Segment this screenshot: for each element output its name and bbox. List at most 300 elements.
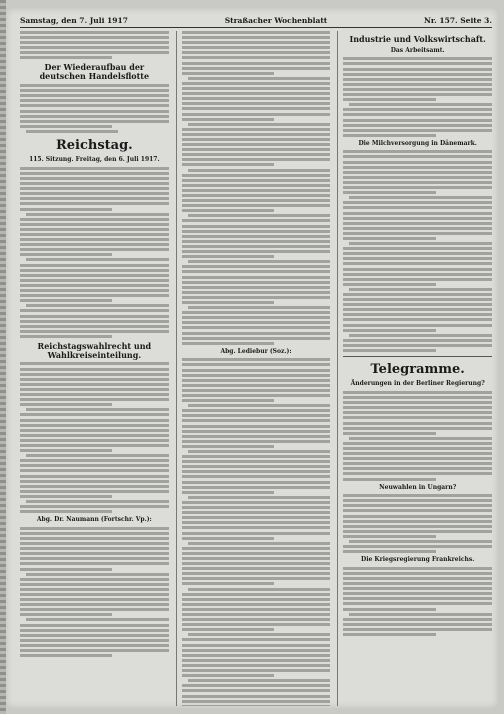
- text-line: [343, 550, 435, 553]
- text-line: [182, 296, 331, 299]
- text-line: [343, 108, 492, 111]
- text-line: [182, 572, 331, 575]
- text-line: [20, 490, 169, 493]
- text-line: [182, 265, 331, 268]
- text-line: [182, 67, 331, 70]
- text-line: [20, 608, 169, 611]
- text-line: [343, 303, 492, 306]
- text-line: [343, 129, 492, 132]
- text-line: [343, 206, 492, 209]
- text-line: [26, 500, 169, 503]
- text-line: [182, 593, 331, 596]
- text-line: [188, 77, 331, 80]
- text-line: [20, 419, 169, 422]
- text-line: [20, 120, 169, 123]
- text-line: [26, 618, 169, 621]
- text-line: [343, 318, 492, 321]
- text-line: [343, 457, 492, 460]
- text-line: [343, 478, 435, 481]
- text-line: [20, 464, 169, 467]
- col1-intro-text: [20, 31, 169, 59]
- text-line: [182, 36, 331, 39]
- text-line: [182, 475, 331, 478]
- text-line: [343, 515, 492, 518]
- text-line: [182, 618, 331, 621]
- text-line: [182, 684, 331, 687]
- text-line: [343, 602, 492, 605]
- text-line: [343, 597, 492, 600]
- col3-heading-industrie: Industrie und Volkswirtschaft.: [349, 34, 486, 44]
- col3-heading-arbeitsamt: Das Arbeitsamt.: [390, 46, 445, 54]
- text-line: [182, 286, 331, 289]
- column-2: [176, 31, 331, 706]
- text-line: [182, 445, 274, 448]
- text-line: [182, 537, 274, 540]
- text-line: [343, 416, 492, 419]
- text-line: [343, 582, 492, 585]
- text-line: [20, 36, 169, 39]
- text-line: [20, 269, 169, 272]
- header-date: Samstag, den 7. Juli 1917: [20, 15, 128, 25]
- text-line: [20, 208, 112, 211]
- text-line: [20, 110, 169, 113]
- text-line: [343, 273, 492, 276]
- text-line: [20, 383, 169, 386]
- text-line: [182, 664, 331, 667]
- text-line: [26, 258, 169, 261]
- text-line: [349, 334, 492, 337]
- text-line: [343, 124, 492, 127]
- text-line: [182, 649, 331, 652]
- text-line: [343, 119, 492, 122]
- text-line: [182, 250, 331, 253]
- text-line: [343, 83, 492, 86]
- text-line: [343, 313, 492, 316]
- text-line: [20, 429, 169, 432]
- header-rule: [20, 27, 492, 28]
- text-line: [343, 535, 435, 538]
- text-line: [182, 31, 331, 34]
- text-line: [182, 41, 331, 44]
- text-line: [343, 628, 492, 631]
- col3-frankreich-text: [343, 567, 492, 636]
- text-line: [188, 306, 331, 309]
- text-line: [182, 92, 331, 95]
- text-line: [182, 486, 331, 489]
- col3-divider: [343, 356, 492, 357]
- text-line: [20, 562, 169, 565]
- text-line: [343, 499, 492, 502]
- col1-heading-wahlrecht: Reichstagswahlrecht und Wahlkreiseinteilung.: [37, 340, 152, 360]
- col1-reichstag-sitzung: 115. Sitzung. Freitag, den 6. Juli 1917.: [29, 156, 160, 164]
- text-line: [343, 577, 492, 580]
- text-line: [20, 557, 169, 560]
- text-line: [20, 31, 169, 34]
- text-line: [20, 248, 169, 251]
- col2-text-2: [182, 358, 331, 706]
- text-line: [182, 608, 331, 611]
- text-line: [182, 628, 274, 631]
- text-line: [188, 496, 331, 499]
- text-line: [182, 204, 331, 207]
- text-line: [182, 118, 274, 121]
- text-line: [20, 238, 169, 241]
- text-line: [343, 608, 435, 611]
- text-line: [20, 51, 169, 54]
- text-line: [182, 107, 331, 110]
- text-line: [20, 125, 112, 128]
- text-line: [182, 613, 331, 616]
- text-line: [182, 102, 331, 105]
- col3-milch-text: [343, 150, 492, 352]
- text-line: [20, 94, 169, 97]
- text-line: [20, 177, 169, 180]
- text-line: [343, 344, 492, 347]
- text-line: [343, 401, 492, 404]
- text-line: [20, 115, 169, 118]
- text-line: [20, 167, 169, 170]
- text-line: [20, 309, 169, 312]
- text-line: [343, 161, 492, 164]
- text-line: [188, 260, 331, 263]
- text-line: [188, 679, 331, 682]
- text-line: [343, 329, 435, 332]
- text-line: [182, 143, 331, 146]
- text-line: [20, 583, 169, 586]
- text-line: [20, 56, 112, 59]
- text-line: [343, 98, 435, 101]
- col3-regierung-text: [343, 391, 492, 481]
- text-line: [26, 213, 169, 216]
- text-line: [182, 240, 331, 243]
- text-line: [182, 623, 331, 626]
- col1-naumann-text: [20, 527, 169, 657]
- text-line: [182, 62, 331, 65]
- text-line: [182, 56, 331, 59]
- text-line: [182, 358, 331, 361]
- text-line: [182, 374, 331, 377]
- text-line: [20, 588, 169, 591]
- col2-text-1: [182, 31, 331, 345]
- text-line: [343, 472, 492, 475]
- text-line: [343, 427, 492, 430]
- text-line: [182, 133, 331, 136]
- text-line: [343, 166, 492, 169]
- text-line: [182, 389, 331, 392]
- text-line: [20, 403, 112, 406]
- text-line: [182, 72, 274, 75]
- text-line: [20, 315, 169, 318]
- text-line: [20, 505, 169, 508]
- col3-ungarn-text: [343, 494, 492, 553]
- text-line: [188, 633, 331, 636]
- text-line: [182, 603, 331, 606]
- text-line: [349, 613, 492, 616]
- text-line: [20, 243, 169, 246]
- text-line: [182, 659, 331, 662]
- text-line: [343, 176, 492, 179]
- text-line: [343, 155, 492, 158]
- text-line: [182, 311, 331, 314]
- text-line: [20, 639, 169, 642]
- column-3: [337, 31, 492, 706]
- text-line: [182, 419, 331, 422]
- text-line: [343, 391, 492, 394]
- text-line: [182, 689, 331, 692]
- text-line: [182, 379, 331, 382]
- text-line: [182, 245, 331, 248]
- text-line: [182, 255, 274, 258]
- text-line: [20, 104, 169, 107]
- columns: [20, 31, 492, 706]
- text-line: [343, 252, 492, 255]
- text-line: [182, 465, 331, 468]
- text-line: [343, 618, 492, 621]
- text-line: [20, 182, 169, 185]
- text-line: [20, 289, 169, 292]
- text-line: [343, 237, 435, 240]
- text-line: [349, 288, 492, 291]
- text-line: [20, 46, 169, 49]
- text-line: [182, 598, 331, 601]
- text-line: [20, 413, 169, 416]
- text-line: [343, 134, 435, 137]
- text-line: [343, 406, 492, 409]
- text-line: [343, 73, 492, 76]
- text-line: [20, 552, 169, 555]
- col3-heading-telegramme: Telegramme.: [370, 362, 465, 378]
- text-line: [343, 88, 492, 91]
- text-line: [182, 113, 331, 116]
- text-line: [182, 46, 331, 49]
- text-line: [182, 270, 331, 273]
- text-line: [343, 62, 492, 65]
- text-line: [182, 219, 331, 222]
- col1-heading-handelsflotte: Der Wiederaufbau der deutschen Handelsflotte: [39, 62, 150, 82]
- text-line: [343, 432, 435, 435]
- text-line: [182, 128, 331, 131]
- text-line: [182, 225, 331, 228]
- text-line: [182, 158, 331, 161]
- text-line: [20, 459, 169, 462]
- text-line: [20, 542, 169, 545]
- text-line: [20, 654, 112, 657]
- text-line: [20, 603, 169, 606]
- text-line: [182, 316, 331, 319]
- text-line: [188, 214, 331, 217]
- text-line: [20, 439, 169, 442]
- text-line: [182, 321, 331, 324]
- text-line: [343, 324, 492, 327]
- text-line: [188, 542, 331, 545]
- text-line: [343, 191, 435, 194]
- text-line: [182, 516, 331, 519]
- text-line: [20, 84, 169, 87]
- text-line: [182, 430, 331, 433]
- text-line: [343, 113, 492, 116]
- text-line: [343, 545, 492, 548]
- col1-heading-naumann: Abg. Dr. Naumann (Fortschr. Vp.):: [36, 516, 152, 524]
- col3-heading-ungarn: Neuwahlen in Ungarn?: [379, 483, 457, 491]
- text-line: [343, 494, 492, 497]
- text-line: [20, 202, 169, 205]
- col2-heading-lediebur: Abg. Lediebur (Soz.):: [220, 347, 292, 355]
- text-line: [20, 187, 169, 190]
- text-line: [182, 369, 331, 372]
- text-line: [343, 171, 492, 174]
- text-line: [20, 547, 169, 550]
- text-line: [343, 504, 492, 507]
- text-line: [182, 654, 331, 657]
- text-line: [182, 276, 331, 279]
- text-line: [20, 89, 169, 92]
- text-line: [182, 700, 331, 703]
- text-line: [343, 422, 492, 425]
- text-line: [182, 281, 331, 284]
- text-line: [20, 99, 169, 102]
- col3-heading-regierung: Änderungen in der Berliner Regierung?: [350, 380, 485, 388]
- text-line: [182, 174, 331, 177]
- text-line: [20, 532, 169, 535]
- text-line: [20, 218, 169, 221]
- text-line: [182, 547, 331, 550]
- text-line: [182, 184, 331, 187]
- text-line: [20, 294, 169, 297]
- text-line: [182, 97, 331, 100]
- text-line: [20, 223, 169, 226]
- text-line: [182, 669, 331, 672]
- text-line: [182, 230, 331, 233]
- text-line: [343, 247, 492, 250]
- text-line: [188, 123, 331, 126]
- text-line: [182, 363, 331, 366]
- text-line: [343, 509, 492, 512]
- text-line: [182, 189, 331, 192]
- text-line: [20, 368, 169, 371]
- text-line: [182, 394, 331, 397]
- text-line: [343, 262, 492, 265]
- text-line: [26, 304, 169, 307]
- text-line: [26, 408, 169, 411]
- text-line: [343, 520, 492, 523]
- text-line: [343, 212, 492, 215]
- text-line: [20, 172, 169, 175]
- col3-arbeitsamt-text: [343, 57, 492, 136]
- col3-heading-milch: Die Milchversorgung in Dänemark.: [358, 139, 477, 147]
- text-line: [20, 485, 169, 488]
- text-line: [343, 592, 492, 595]
- text-line: [20, 228, 169, 231]
- text-line: [182, 435, 331, 438]
- page-header: [20, 14, 492, 26]
- col1-heading-reichstag: Reichstag.: [55, 137, 133, 153]
- text-line: [182, 511, 331, 514]
- text-line: [20, 593, 169, 596]
- text-line: [182, 460, 331, 463]
- column-1: [20, 31, 169, 706]
- text-line: [20, 197, 169, 200]
- text-line: [182, 342, 274, 345]
- text-line: [20, 475, 169, 478]
- text-line: [20, 434, 169, 437]
- text-line: [182, 414, 331, 417]
- text-line: [343, 222, 492, 225]
- text-line: [20, 284, 169, 287]
- text-line: [343, 308, 492, 311]
- text-line: [343, 186, 492, 189]
- text-line: [20, 527, 169, 530]
- text-line: [343, 633, 435, 636]
- text-line: [349, 540, 492, 543]
- text-line: [182, 194, 331, 197]
- col3-heading-frankreich: Die Kriegsregierung Frankreichs.: [361, 556, 475, 564]
- text-line: [20, 469, 169, 472]
- text-line: [343, 181, 492, 184]
- text-line: [20, 634, 169, 637]
- text-line: [20, 299, 112, 302]
- text-line: [182, 455, 331, 458]
- text-line: [343, 467, 492, 470]
- text-line: [182, 695, 331, 698]
- text-line: [182, 82, 331, 85]
- text-line: [343, 447, 492, 450]
- text-line: [182, 644, 331, 647]
- text-line: [20, 279, 169, 282]
- text-line: [20, 510, 112, 513]
- text-line: [343, 257, 492, 260]
- text-line: [182, 526, 331, 529]
- text-line: [182, 552, 331, 555]
- header-masthead: Straßacher Wochenblatt: [224, 15, 328, 25]
- text-line: [349, 242, 492, 245]
- text-line: [343, 623, 492, 626]
- text-line: [182, 638, 331, 641]
- text-line: [20, 335, 112, 338]
- text-line: [188, 169, 331, 172]
- text-line: [182, 179, 331, 182]
- text-line: [343, 396, 492, 399]
- text-line: [349, 196, 492, 199]
- text-line: [182, 326, 331, 329]
- text-line: [20, 398, 169, 401]
- text-line: [343, 232, 492, 235]
- text-line: [20, 480, 169, 483]
- text-line: [182, 399, 274, 402]
- text-line: [182, 501, 331, 504]
- text-line: [20, 274, 169, 277]
- text-line: [343, 572, 492, 575]
- text-line: [182, 332, 331, 335]
- text-line: [20, 362, 169, 365]
- text-line: [343, 68, 492, 71]
- text-line: [182, 301, 274, 304]
- text-line: [20, 568, 112, 571]
- header-issue: Nr. 157. Seite 3.: [424, 15, 492, 25]
- text-line: [343, 293, 492, 296]
- text-line: [343, 57, 492, 60]
- text-line: [182, 562, 331, 565]
- text-line: [343, 525, 492, 528]
- text-line: [343, 278, 492, 281]
- text-line: [182, 577, 331, 580]
- col1-reichstag-text: [20, 167, 169, 338]
- text-line: [20, 598, 169, 601]
- text-line: [182, 440, 331, 443]
- text-line: [182, 481, 331, 484]
- text-line: [182, 51, 331, 54]
- text-line: [20, 320, 169, 323]
- text-line: [343, 217, 492, 220]
